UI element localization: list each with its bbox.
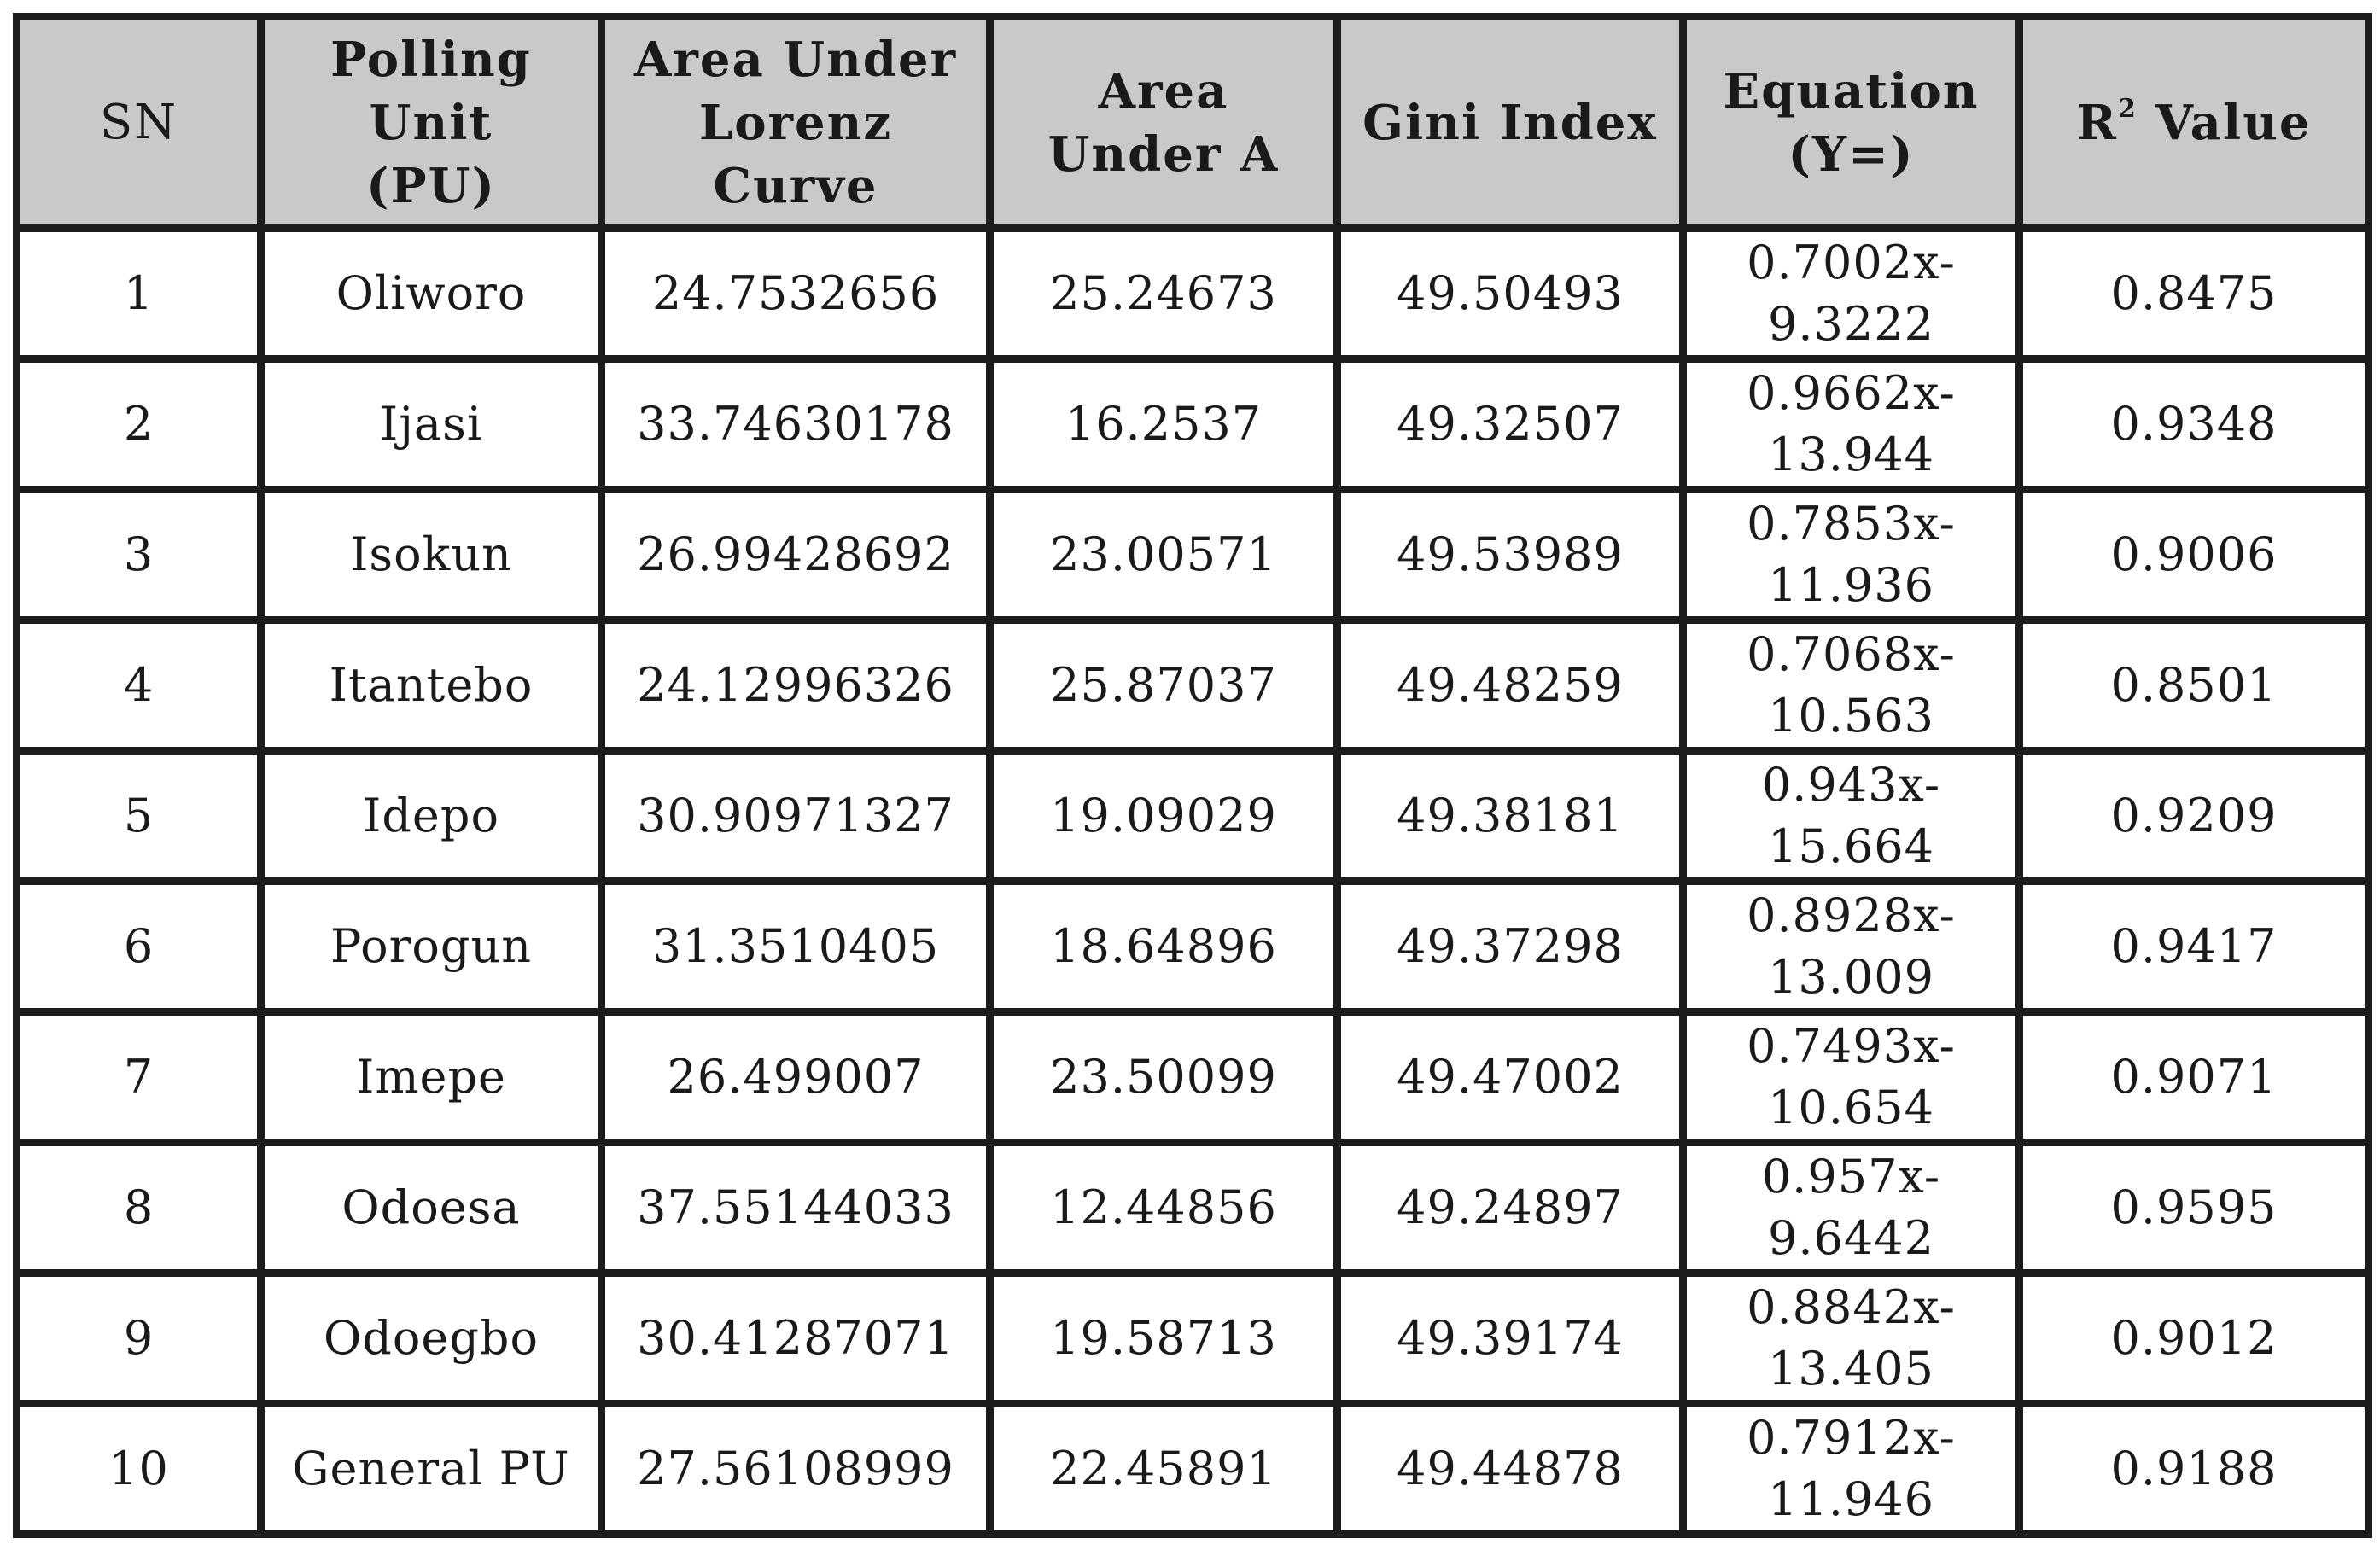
cell-area-under-lorenz: 27.56108999 bbox=[602, 1404, 990, 1535]
table-row bbox=[17, 229, 2369, 359]
equation-line-1: 0.9662x- bbox=[1747, 366, 1956, 420]
cell-r2-value: 0.9012 bbox=[2020, 1273, 2369, 1404]
cell-equation bbox=[1683, 1012, 2020, 1143]
cell-area-under-a: 23.50099 bbox=[990, 1012, 1338, 1143]
cell-gini-index: 49.32507 bbox=[1338, 359, 1683, 490]
table-row bbox=[17, 882, 2369, 1012]
cell-area-under-a: 25.24673 bbox=[990, 229, 1338, 359]
cell-sn: 9 bbox=[17, 1273, 261, 1404]
gini-index-table bbox=[13, 13, 2372, 1538]
cell-polling-unit: Odoesa bbox=[261, 1143, 602, 1273]
equation-line-1: 0.7853x- bbox=[1747, 497, 1956, 551]
cell-polling-unit: General PU bbox=[261, 1404, 602, 1535]
cell-area-under-lorenz: 26.499007 bbox=[602, 1012, 990, 1143]
cell-sn: 8 bbox=[17, 1143, 261, 1273]
cell-area-under-lorenz: 24.7532656 bbox=[602, 229, 990, 359]
cell-area-under-a: 18.64896 bbox=[990, 882, 1338, 1012]
table-frame bbox=[13, 13, 2365, 1537]
cell-area-under-a: 23.00571 bbox=[990, 490, 1338, 621]
table-row bbox=[17, 751, 2369, 882]
cell-sn: 5 bbox=[17, 751, 261, 882]
cell-area-under-a: 19.58713 bbox=[990, 1273, 1338, 1404]
cell-polling-unit: Itantebo bbox=[261, 621, 602, 751]
cell-polling-unit: Imepe bbox=[261, 1012, 602, 1143]
table-row bbox=[17, 359, 2369, 490]
header-polling-unit: Polling Unit (PU) bbox=[261, 17, 602, 229]
cell-gini-index: 49.38181 bbox=[1338, 751, 1683, 882]
equation-line-2: 9.3222 bbox=[1768, 297, 1934, 351]
cell-polling-unit: Ijasi bbox=[261, 359, 602, 490]
cell-gini-index: 49.44878 bbox=[1338, 1404, 1683, 1535]
cell-r2-value: 0.9188 bbox=[2020, 1404, 2369, 1535]
cell-r2-value: 0.9417 bbox=[2020, 882, 2369, 1012]
table-row bbox=[17, 490, 2369, 621]
cell-equation bbox=[1683, 359, 2020, 490]
cell-gini-index: 49.48259 bbox=[1338, 621, 1683, 751]
cell-r2-value: 0.8501 bbox=[2020, 621, 2369, 751]
cell-equation bbox=[1683, 621, 2020, 751]
cell-r2-value: 0.9595 bbox=[2020, 1143, 2369, 1273]
equation-line-2: 13.009 bbox=[1768, 950, 1934, 1004]
table-row bbox=[17, 1404, 2369, 1535]
cell-area-under-lorenz: 37.55144033 bbox=[602, 1143, 990, 1273]
equation-line-2: 15.664 bbox=[1768, 819, 1934, 873]
cell-area-under-a: 25.87037 bbox=[990, 621, 1338, 751]
cell-area-under-lorenz: 24.12996326 bbox=[602, 621, 990, 751]
equation-line-2: 10.654 bbox=[1768, 1081, 1934, 1134]
cell-sn: 6 bbox=[17, 882, 261, 1012]
cell-r2-value: 0.9348 bbox=[2020, 359, 2369, 490]
cell-r2-value: 0.8475 bbox=[2020, 229, 2369, 359]
equation-line-2: 13.405 bbox=[1768, 1342, 1934, 1396]
header-row bbox=[17, 17, 2369, 229]
equation-line-2: 9.6442 bbox=[1768, 1211, 1934, 1265]
cell-r2-value: 0.9006 bbox=[2020, 490, 2369, 621]
equation-line-1: 0.943x- bbox=[1761, 758, 1941, 812]
cell-r2-value: 0.9209 bbox=[2020, 751, 2369, 882]
header-equation: Equation (Y=) bbox=[1683, 17, 2020, 229]
cell-equation bbox=[1683, 490, 2020, 621]
cell-gini-index: 49.53989 bbox=[1338, 490, 1683, 621]
cell-area-under-a: 12.44856 bbox=[990, 1143, 1338, 1273]
cell-area-under-lorenz: 31.3510405 bbox=[602, 882, 990, 1012]
cell-polling-unit: Isokun bbox=[261, 490, 602, 621]
cell-r2-value: 0.9071 bbox=[2020, 1012, 2369, 1143]
equation-line-2: 11.946 bbox=[1768, 1472, 1934, 1526]
cell-area-under-a: 19.09029 bbox=[990, 751, 1338, 882]
equation-line-1: 0.8928x- bbox=[1747, 889, 1956, 942]
header-r2-value bbox=[2020, 17, 2369, 229]
r2-value-label: Value bbox=[2137, 94, 2312, 151]
cell-area-under-lorenz: 33.74630178 bbox=[602, 359, 990, 490]
cell-polling-unit: Idepo bbox=[261, 751, 602, 882]
cell-gini-index: 49.24897 bbox=[1338, 1143, 1683, 1273]
cell-polling-unit: Odoegbo bbox=[261, 1273, 602, 1404]
cell-area-under-lorenz: 30.41287071 bbox=[602, 1273, 990, 1404]
cell-polling-unit: Oliworo bbox=[261, 229, 602, 359]
cell-gini-index: 49.50493 bbox=[1338, 229, 1683, 359]
cell-sn: 7 bbox=[17, 1012, 261, 1143]
equation-line-1: 0.957x- bbox=[1761, 1150, 1941, 1203]
table-row bbox=[17, 1273, 2369, 1404]
equation-line-1: 0.8842x- bbox=[1747, 1280, 1956, 1334]
table-row bbox=[17, 1012, 2369, 1143]
equation-line-1: 0.7493x- bbox=[1747, 1019, 1956, 1073]
equation-line-2: 10.563 bbox=[1768, 689, 1934, 743]
equation-line-1: 0.7068x- bbox=[1747, 627, 1956, 681]
equation-line-2: 13.944 bbox=[1768, 428, 1934, 481]
cell-sn: 4 bbox=[17, 621, 261, 751]
cell-equation bbox=[1683, 1273, 2020, 1404]
cell-sn: 10 bbox=[17, 1404, 261, 1535]
cell-area-under-a: 22.45891 bbox=[990, 1404, 1338, 1535]
cell-equation bbox=[1683, 1143, 2020, 1273]
cell-gini-index: 49.39174 bbox=[1338, 1273, 1683, 1404]
cell-area-under-a: 16.2537 bbox=[990, 359, 1338, 490]
cell-polling-unit: Porogun bbox=[261, 882, 602, 1012]
cell-sn: 3 bbox=[17, 490, 261, 621]
equation-line-2: 11.936 bbox=[1768, 558, 1934, 612]
cell-area-under-lorenz: 30.90971327 bbox=[602, 751, 990, 882]
r2-label: R bbox=[2076, 94, 2118, 151]
cell-equation bbox=[1683, 882, 2020, 1012]
cell-gini-index: 49.37298 bbox=[1338, 882, 1683, 1012]
cell-sn: 2 bbox=[17, 359, 261, 490]
header-gini-index: Gini Index bbox=[1338, 17, 1683, 229]
header-sn: SN bbox=[17, 17, 261, 229]
cell-gini-index: 49.47002 bbox=[1338, 1012, 1683, 1143]
cell-equation bbox=[1683, 229, 2020, 359]
table-body bbox=[17, 229, 2369, 1535]
header-area-under-lorenz: Area Under Lorenz Curve bbox=[602, 17, 990, 229]
cell-sn: 1 bbox=[17, 229, 261, 359]
table-row bbox=[17, 621, 2369, 751]
r2-superscript: 2 bbox=[2117, 93, 2138, 124]
cell-area-under-lorenz: 26.99428692 bbox=[602, 490, 990, 621]
cell-equation bbox=[1683, 1404, 2020, 1535]
cell-equation bbox=[1683, 751, 2020, 882]
equation-line-1: 0.7002x- bbox=[1747, 236, 1956, 289]
equation-line-1: 0.7912x- bbox=[1747, 1411, 1956, 1465]
header-area-under-a: Area Under A bbox=[990, 17, 1338, 229]
table-row bbox=[17, 1143, 2369, 1273]
